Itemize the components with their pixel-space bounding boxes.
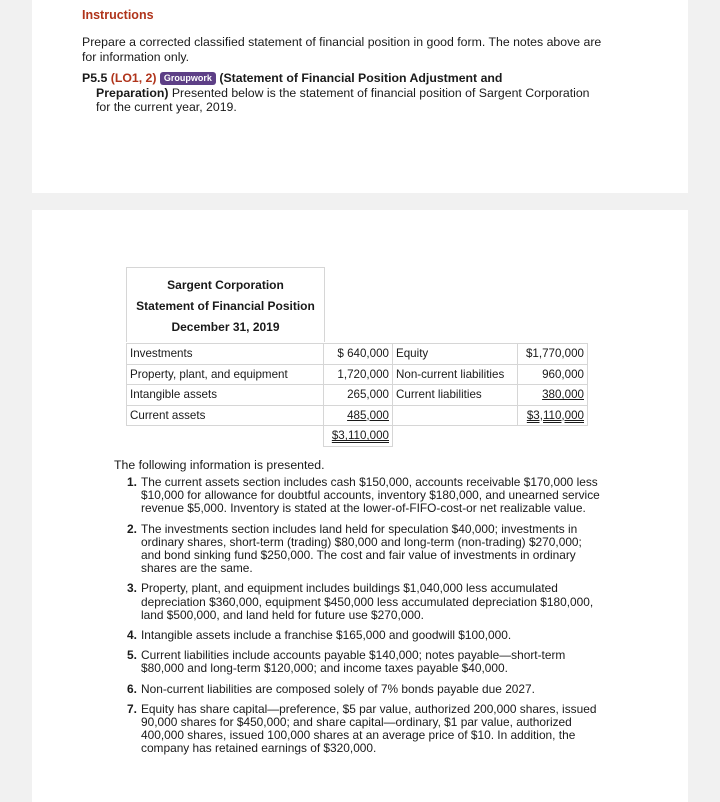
statement-title: Statement of Financial Position: [136, 299, 315, 313]
asset-amount: 1,720,000: [324, 364, 393, 385]
claim-amount: 960,000: [518, 364, 588, 385]
asset-label: Property, plant, and equipment: [127, 364, 324, 385]
information-list: [114, 476, 604, 763]
table-row: [127, 426, 588, 447]
asset-amount: 485,000: [347, 408, 389, 422]
total-assets: $3,110,000: [331, 429, 389, 443]
asset-label: Investments: [127, 344, 324, 365]
claim-amount: $1,770,000: [518, 344, 588, 365]
asset-amount: 265,000: [324, 385, 393, 406]
claim-label: [393, 405, 518, 426]
learning-objective: (LO1, 2): [110, 71, 157, 85]
list-item: 3. Property, plant, and equipment includes buildings $1,040,000 less accumulated depreciation $360,000, equipment $450,000 less accumulated depreciation $180,000, land $500,000, and land held for future use $270,000.: [127, 581, 594, 622]
statement-date: December 31, 2019: [171, 320, 280, 334]
instructions-title: Instructions: [82, 8, 154, 22]
asset-label: Current assets: [127, 405, 324, 426]
asset-label: Intangible assets: [127, 385, 324, 406]
claim-label: Current liabilities: [393, 385, 518, 406]
list-item: 4. Intangible assets include a franchise $165,000 and goodwill $100,000.: [127, 628, 512, 643]
claim-label: Equity: [393, 344, 518, 365]
problem-heading: (Statement of Financial Position Adjustment and: [219, 71, 503, 85]
problem-body: Presented below is the statement of financial position of Sargent Corporation for the current year, 2019.: [96, 85, 590, 114]
list-item: 2. The investments section includes land held for speculation $40,000; investments in ordinary shares, short-term (trading) $80,000 and long-term (non-trading) $270,000; and bond sinking fund $250,000. The cost and fair value of investments in ordinary shares are the same.: [127, 521, 582, 576]
table-row: [127, 385, 588, 406]
instructions-text: Prepare a corrected classified statement of financial position in good form. The notes above are for information only.: [82, 35, 602, 64]
problem-heading-cont: Preparation): [96, 85, 169, 100]
problem-statement: [82, 71, 602, 115]
company-name: Sargent Corporation: [167, 278, 284, 292]
claim-amount: 380,000: [542, 388, 584, 402]
claim-label: Non-current liabilities: [393, 364, 518, 385]
list-item: 7. Equity has share capital—preference, $5 par value, authorized 200,000 shares, issued 90,000 shares for $450,000; and share capital—ordinary, $1 par value, authorized 400,000 shares, issued 100,000 shares at an average price of $10. In addition, the company has retained earnings of $320,000.: [127, 701, 597, 756]
table-row: [127, 405, 588, 426]
table-row: [127, 364, 588, 385]
statement-header: [126, 267, 325, 342]
groupwork-badge: Groupwork: [160, 72, 216, 85]
list-item: 6. Non-current liabilities are composed solely of 7% bonds payable due 2027.: [127, 681, 535, 696]
asset-amount: $ 640,000: [324, 344, 393, 365]
information-intro: The following information is presented.: [114, 458, 325, 472]
statement-table: [126, 343, 588, 447]
table-row: [127, 344, 588, 365]
list-item: 1. The current assets section includes cash $150,000, accounts receivable $170,000 less $10,000 for allowance for doubtful accounts, inventory $180,000, and unearned service revenue $5,000. Inventory is stated at the lower-of-FIFO-cost-or net realizable value.: [127, 475, 600, 516]
list-item: 5. Current liabilities include accounts payable $140,000; notes payable—short-term $80,000 and long-term $120,000; and income taxes payable $40,000.: [127, 648, 566, 676]
total-claims: $3,110,000: [526, 408, 584, 422]
problem-number: P5.5: [82, 71, 108, 85]
